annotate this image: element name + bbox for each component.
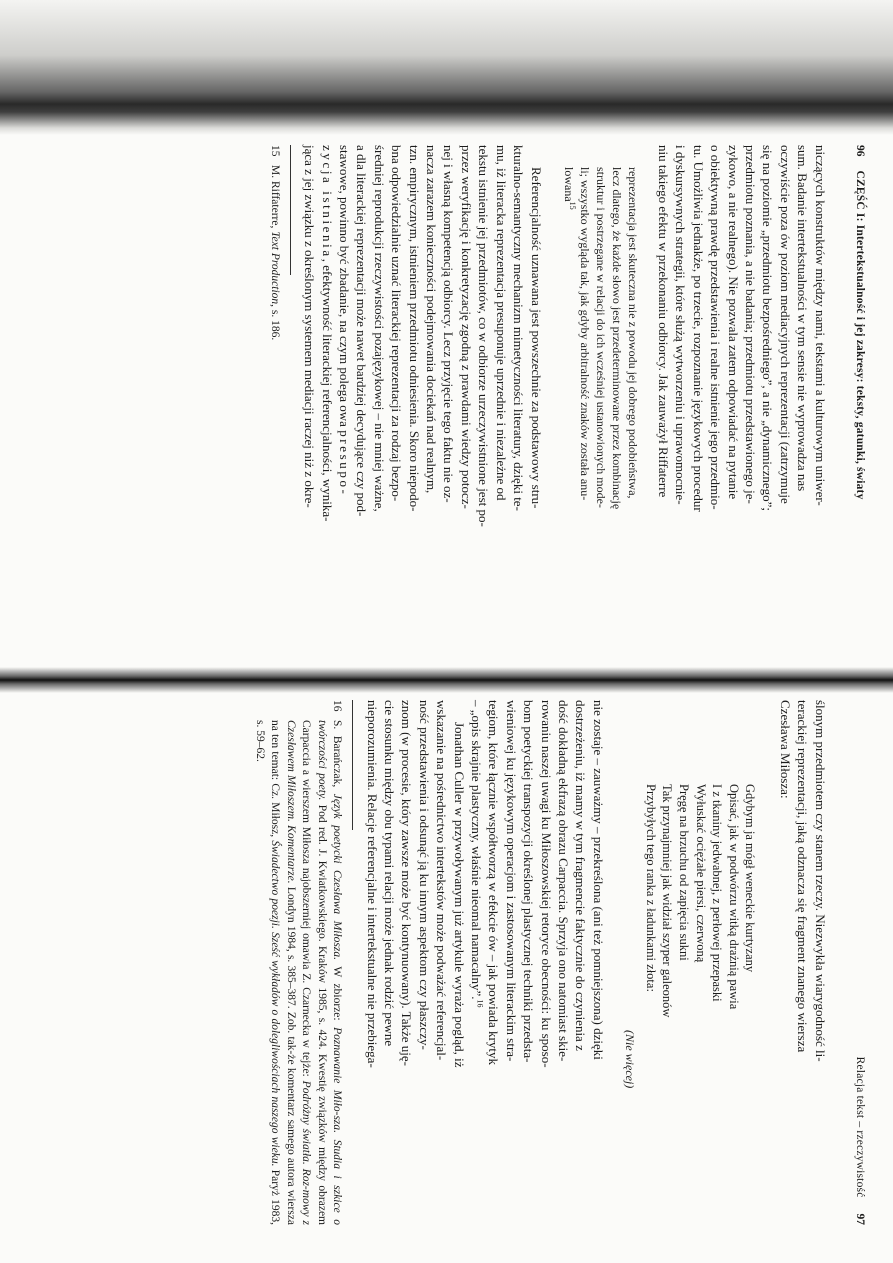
- text-line: się na poziomie „przedmiotu bezpośredniego”, a nie „dynamicznego”;: [760, 145, 776, 512]
- text-line: tegiom, które łącznie współtworzą w efekcie ów – jak powiada krytyk: [486, 700, 502, 1065]
- intro-paragraph: [776, 700, 828, 1225]
- text-line: tu. Umożliwia jednakże, po trzecie, rozpoznanie językowych procedur: [690, 145, 706, 512]
- text-line: cie stosunku między obu typami relacji może jednak rodzić pewne: [381, 700, 397, 1047]
- quote-line: struktur i postrzegane w relacji do ich wcześniej ustanowionych mode-: [593, 167, 608, 508]
- footnote-title: Świadectwo poezji. Sześć wykładów o dolegliwościach naszego wieku.: [269, 840, 282, 1167]
- text-line: kturalno-semantyczny mechanizm mimetyczności literatury, dzięki te-: [511, 145, 527, 511]
- page-header: [851, 700, 868, 1225]
- text-line: jąca z jej związku z określonym systemem mediacji raczej niż z okre-: [302, 145, 318, 508]
- footnote-number: 16: [331, 700, 344, 712]
- text-line: rowaniu naszej uwagi ku Miłoszowskiej retoryce obecności: ku sposo-: [538, 700, 554, 1068]
- text-line: i dyskursywnych strategii, które służą wytworzeniu i uprawomocnie-: [673, 145, 689, 505]
- text-line: [468, 700, 485, 1225]
- text-line: mu, iż literacka reprezentacja presuponuje uprzednie i niezależne od: [493, 145, 509, 501]
- text-line: nie zostaje – zauważmy – przekreślona (ani też pomniejszona) dzięki: [590, 700, 606, 1060]
- text-line: wieniowej ku językowym operacjom i zastosowanym literackim stra-: [503, 700, 519, 1062]
- text-line: a dla literackiej reprezentacji może nawet bardziej decydujące czy pod-: [354, 145, 370, 517]
- running-head: Relacja tekst – rzeczywistość: [854, 1056, 866, 1198]
- text-line: [336, 145, 353, 645]
- footnote-text: [251, 720, 344, 1225]
- text-line: tzn. empirycznym, istnieniem przedmiotu odniesienia. Skoro niepodo-: [406, 145, 422, 512]
- footnote-title: Poznawanie Miło-sza. Studia i szkice o twórczości poety.: [315, 720, 344, 1225]
- footnote-ref[interactable]: 16: [475, 999, 485, 1008]
- quote-line: reprezentacja jest skuteczna nie z powodu jej dobrego podobieństwa,: [625, 167, 640, 499]
- page-header: [851, 145, 868, 645]
- footnote-title: Podróżny światła. Roz-mowy z Czesławem Miłoszem. Komentarze.: [284, 720, 313, 1225]
- poem-line: Przybyłych tego ranka z ładunkami złota:: [643, 784, 658, 992]
- quote-line: lowana: [561, 167, 576, 202]
- footnote-separator: [352, 700, 353, 830]
- footnote-number: 15: [268, 145, 281, 157]
- text-span: Paryż 1983, s. 59–62.: [253, 720, 282, 1225]
- poem-line: Tak przynajmniej jak widział szyper galeonów: [660, 784, 675, 1018]
- body-paragraph: [363, 700, 607, 1225]
- text-line: Referencjalność uznawana jest powszechnie za podstawowy stru-: [528, 167, 544, 509]
- spaced-term: zycja istnienia: [319, 145, 335, 259]
- footnote-separator: [290, 145, 291, 275]
- text-line: ność przedstawienia i odsunąć ją ku innym aspektom czy płaszczy-: [416, 700, 432, 1050]
- text-line: przedmiotu poznania, a nie badania; przedmiotu przedstawionego je-: [742, 145, 758, 504]
- text-line: Czesława Miłosza:: [777, 700, 793, 799]
- text-line: bom poetyckiej transpozycji określonej plastycznej techniki przedsta-: [521, 700, 537, 1063]
- block-quote: [561, 167, 641, 645]
- page-number: 97: [854, 1213, 866, 1225]
- text-line: bna odpowiedzialnie uznać literackiej reprezentacji za rodzaj bezpo-: [389, 145, 405, 502]
- text-line: niczących konstruktów między nami, tekstami a kulturowym uniwer-: [812, 145, 828, 506]
- text-line: tekstu istnienie jej przedmiotów, co w odbiorze urzeczywistnione jest po-: [476, 145, 492, 527]
- footnote-work: Text Production: [268, 231, 281, 305]
- body-paragraph-top: [655, 145, 829, 645]
- text-span: , efektywność literackiej referencjalności, wynika-: [319, 258, 335, 522]
- text-line: średniej reprodukcji rzeczywistości pozajęzykowej – nie mniej ważne,: [371, 145, 387, 512]
- text-line: nieporozumienia. Relacje referencjalne i intertekstualne nie przebiega-: [364, 700, 380, 1068]
- text-line: Jonathan Culler w przywoływanym już artykule wyraża pogląd, iż: [451, 722, 467, 1068]
- poem-line: Pręgę na brzuchu od zapięcia sukni: [677, 784, 691, 961]
- poem-line: Wyłuskać ociężałe piersi, czerwoną: [693, 784, 708, 963]
- footnote-ref[interactable]: 15: [567, 201, 577, 210]
- text-span: S. Barańczak,: [331, 720, 344, 794]
- text-line: znom (w procesie, który zawsze może być kontynuowany). Także uję-: [399, 700, 415, 1066]
- poem-quote: [642, 784, 758, 1225]
- text-span: stawowe, powinno być zbadanie, na czym polega owa: [337, 145, 353, 427]
- text-line: oczywiście poza ów poziom mediacyjnych reprezentacji (zatrzymuje: [777, 145, 793, 504]
- text-line: zykowo, a nie realnego). Nie pozwala zatem odpowiadać na pytanie: [725, 145, 741, 500]
- poem-line: Gdybym ja mógł weneckie kurtyzany: [743, 784, 758, 973]
- text-line: o obiektywną prawdę przedstawienia i realne istnienie jego przedmio-: [708, 145, 724, 510]
- footnote-author: M. Riffaterre,: [268, 165, 281, 229]
- text-line: nej i własną kompetencją odbiorcy. Lecz przyjęcie tego faktu nie oz-: [441, 145, 457, 503]
- text-line: [318, 145, 335, 645]
- text-span: Pod red. J. Kwiatkowskiego. Kraków 1985, s. 424. Kwestię związków między obrazem Carpaccia a wierszem Miłosza najobszerniej omawia Z. Czarnecka w tejże:: [300, 720, 328, 1225]
- text-line: dość dokładną ekfrazą obrazu Carpaccia. Sprzyja ono natomiast skie-: [556, 700, 571, 1062]
- footnote-title: Język poetycki Czesława Miłosza.: [331, 793, 344, 960]
- quote-line: li; wszystko wygląda tak, jak gdyby arbitralność znaków została anu-: [577, 167, 592, 501]
- text-span: W zbiorze:: [331, 960, 344, 1028]
- text-span: – „opis skrajnie plastyczny, właśnie nieomal namacalny”.: [468, 700, 484, 1000]
- text-line: terackiej reprezentacji, jaką odznacza się fragment znanego wiersza: [795, 700, 811, 1053]
- scan-shadow-top: [0, 0, 893, 135]
- poem-source: (Nie więcej): [623, 1030, 638, 1089]
- text-line: wskazanie na pośrednictwo intertekstów może podważać referencjal-: [434, 700, 450, 1061]
- text-line: niu takiego efektu w przekonaniu odbiorcy. Jak zauważył Riffaterre: [655, 145, 671, 498]
- page-number: 96: [854, 145, 866, 157]
- running-head: CZĘŚĆ I: Intertekstualność i jej zakresy: teksty, gatunki, światy: [854, 170, 866, 500]
- poem-line: Opisać, jak w podwórzu witką drażnią pawia: [726, 784, 741, 1010]
- text-line: sum. Badanie intertekstualności w tym sensie nie wyprowadza nas: [795, 145, 811, 492]
- text-span: Londyn 1984, s. 385–387. Zob. tak-że komentarz samego autora wiersza na ten temat: Cz. Miłosz,: [269, 720, 297, 1226]
- scan-gutter-shadow: [0, 667, 893, 693]
- spaced-term: presupo-: [337, 430, 353, 497]
- text-line: dostrzeżeniu, iż mamy w tym fragmencie faktycznie do czynienia z: [573, 700, 589, 1051]
- footnote-page: , s. 186.: [268, 304, 281, 341]
- quote-line: lecz dlatego, że każde słowo jest przedeterminowane przez kombinację: [609, 167, 624, 510]
- poem-line: I z tkaniny jedwabnej, z perłowej przepaski: [710, 784, 725, 1002]
- text-line: przez weryfikację i konkretyzację zgodną z prawdami wiedzy potocz-: [458, 145, 474, 509]
- text-line: ślonym przedmiotem czy stanem rzeczy. Niezwykła wiarygodność li-: [812, 700, 828, 1062]
- page-97: [253, 700, 868, 1226]
- body-paragraph-bottom: [301, 145, 545, 645]
- footnote-15: [266, 145, 282, 645]
- text-line: nacza zarazem konieczności podejmowania dociekań nad realnym,: [424, 145, 440, 494]
- footnote-16: [251, 700, 344, 1225]
- page-96: [128, 145, 868, 645]
